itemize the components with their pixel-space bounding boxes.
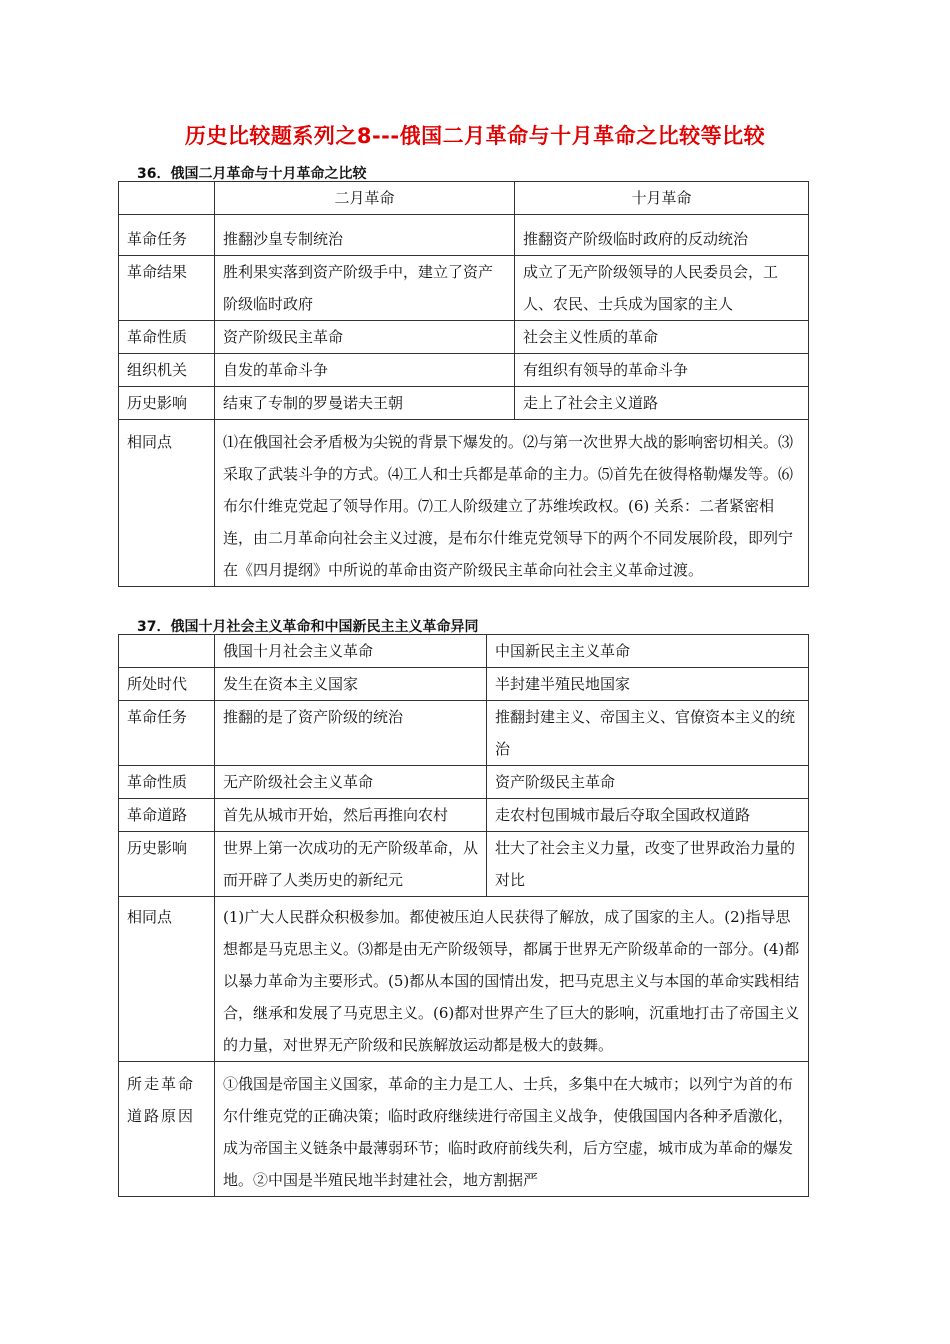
cell-b: 推翻封建主义、帝国主义、官僚资本主义的统治 [487, 701, 809, 766]
table-row [119, 387, 809, 420]
reason-text: ①俄国是帝国主义国家，革命的主力是工人、士兵，多集中在大城市；以列宁为首的布尔什维克党的正确决策；临时政府继续进行帝国主义战争，使俄国国内各种矛盾激化，成为帝国主义链条中最薄弱环节；临时政府前线失利，后方空虚，城市成为革命的爆发地。②中国是半殖民地半封建社会，地方割据严 [215, 1062, 809, 1197]
same-points-text: ⑴在俄国社会矛盾极为尖锐的背景下爆发的。⑵与第一次世界大战的影响密切相关。⑶采取了武装斗争的方式。⑷工人和士兵都是革命的主力。⑸首先在彼得格勒爆发等。⑹布尔什维克党起了领导作用。⑺工人阶级建立了苏维埃政权。(6) 关系：二者紧密相连，由二月革命向社会主义过渡，是布尔什维克党领导下的两个不同发展阶段，即列宁在《四月提纲》中所说的革命由资产阶级民主革命向社会主义革命过渡。 [215, 420, 809, 587]
cell-b: 走上了社会主义道路 [515, 387, 809, 420]
row-label: 革命任务 [119, 215, 215, 256]
table-row-same [119, 897, 809, 1062]
cell-a: 首先从城市开始，然后再推向农村 [215, 799, 487, 832]
header-cell-russia: 俄国十月社会主义革命 [215, 635, 487, 668]
header-cell-empty [119, 635, 215, 668]
cell-a: 自发的革命斗争 [215, 354, 515, 387]
table-row [119, 668, 809, 701]
row-label: 革命道路 [119, 799, 215, 832]
section-heading-36: 36．俄国二月革命与十月革命之比较 [137, 166, 367, 182]
cell-b: 成立了无产阶级领导的人民委员会，工人、农民、士兵成为国家的主人 [515, 256, 809, 321]
cell-a: 推翻的是了资产阶级的统治 [215, 701, 487, 766]
page-title: 历史比较题系列之8---俄国二月革命与十月革命之比较等比较 [184, 124, 766, 148]
table-row [119, 215, 809, 256]
table-row [119, 832, 809, 897]
table-row [119, 354, 809, 387]
row-label: 革命任务 [119, 701, 215, 766]
table-row [119, 766, 809, 799]
section-heading-37: 37．俄国十月社会主义革命和中国新民主主义革命异同 [137, 619, 479, 635]
cell-a: 胜利果实落到资产阶级手中，建立了资产阶级临时政府 [215, 256, 515, 321]
table-row [119, 321, 809, 354]
cell-a: 世界上第一次成功的无产阶级革命，从而开辟了人类历史的新纪元 [215, 832, 487, 897]
comparison-table-36 [118, 181, 809, 587]
row-label: 历史影响 [119, 832, 215, 897]
row-label: 革命结果 [119, 256, 215, 321]
cell-b: 壮大了社会主义力量，改变了世界政治力量的对比 [487, 832, 809, 897]
table-row [119, 799, 809, 832]
table-row [119, 701, 809, 766]
table-header-row [119, 635, 809, 668]
header-cell-october: 十月革命 [515, 182, 809, 215]
row-label: 相同点 [119, 897, 215, 1062]
cell-b: 半封建半殖民地国家 [487, 668, 809, 701]
row-label: 历史影响 [119, 387, 215, 420]
same-points-text: (1)广大人民群众积极参加。都使被压迫人民获得了解放，成了国家的主人。(2)指导思想都是马克思主义。⑶都是由无产阶级领导，都属于世界无产阶级革命的一部分。(4)都以暴力革命为主要形式。(5)都从本国的国情出发，把马克思主义与本国的革命实践相结合，继承和发展了马克思主义。(6)都对世界产生了巨大的影响，沉重地打击了帝国主义的力量，对世界无产阶级和民族解放运动都是极大的鼓舞。 [215, 897, 809, 1062]
table-row [119, 256, 809, 321]
cell-b: 走农村包围城市最后夺取全国政权道路 [487, 799, 809, 832]
row-label: 相同点 [119, 420, 215, 587]
comparison-table-37 [118, 634, 809, 1197]
cell-b: 资产阶级民主革命 [487, 766, 809, 799]
cell-a: 发生在资本主义国家 [215, 668, 487, 701]
header-cell-empty [119, 182, 215, 215]
cell-b: 有组织有领导的革命斗争 [515, 354, 809, 387]
row-label: 组织机关 [119, 354, 215, 387]
header-cell-february: 二月革命 [215, 182, 515, 215]
cell-a: 资产阶级民主革命 [215, 321, 515, 354]
table-row-same [119, 420, 809, 587]
row-label: 革命性质 [119, 321, 215, 354]
table-row-reason [119, 1062, 809, 1197]
header-cell-china: 中国新民主主义革命 [487, 635, 809, 668]
cell-a: 结束了专制的罗曼诺夫王朝 [215, 387, 515, 420]
cell-a: 无产阶级社会主义革命 [215, 766, 487, 799]
row-label: 所走革命道路原因 [119, 1062, 215, 1197]
cell-b: 推翻资产阶级临时政府的反动统治 [515, 215, 809, 256]
row-label: 所处时代 [119, 668, 215, 701]
table-header-row [119, 182, 809, 215]
cell-b: 社会主义性质的革命 [515, 321, 809, 354]
cell-a: 推翻沙皇专制统治 [215, 215, 515, 256]
row-label: 革命性质 [119, 766, 215, 799]
